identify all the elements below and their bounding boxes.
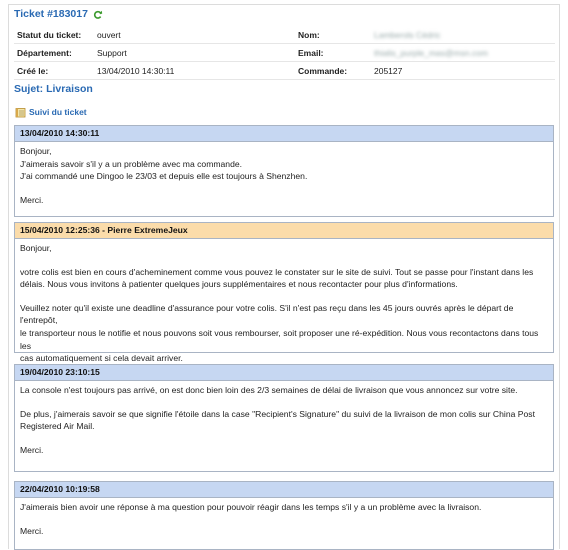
subject-heading: Sujet: Livraison [14,83,93,95]
message-line: votre colis est bien en cours d'acheminement comme vous pouvez le constater sur le site de suivi. Tout se passe pour l'instant dans les [20,266,534,277]
message-line: J'aimerais savoir s'il y a un problème avec ma commande. [20,158,243,169]
message-header: 19/04/2010 23:10:15 [15,365,553,381]
message-body [15,498,553,537]
message-line: cas automatiquement si cela devait arriver. [20,353,183,364]
message-line: le transporteur nous le notifie et nous pouvons soit vous rembourser, soit proposer une ré-expédition. Nous vous recontactons dans tous les [20,327,539,351]
email-value: thialis_purple_mas@msn.com [374,47,488,58]
message-body [15,142,553,206]
cree-value: 13/04/2010 14:30:11 [94,62,295,80]
message-body [15,381,553,456]
status-value: ouvert [94,26,295,44]
message-header: 15/04/2010 12:25:36 - Pierre ExtremeJeux [15,223,553,239]
message-card [14,222,554,364]
message-line: La console n'est toujours pas arrivé, on est donc bien loin des 2/3 semaines de délai de livraison que vous annoncez sur votre site. [20,385,518,395]
cree-label: Créé le: [14,62,94,80]
message-body [15,239,553,365]
message-line: J'aimerais bien avoir une réponse à ma question pour pouvoir réagir dans les temps s'il y a un problème avec la livraison. [20,502,482,512]
email-label: Email: [295,44,371,62]
message-line: Merci. [20,525,44,536]
email-cell [371,44,555,62]
message-header: 22/04/2010 10:19:58 [15,482,553,498]
message-line: Merci. [20,194,44,205]
ticket-title: Ticket #183017 [14,8,88,20]
message-line: De plus, j'aimerais savoir se que signifie l'étoile dans la case "Recipient's Signature" du suivi de la livraison de mon colis sur China Post [20,408,535,419]
message-card [14,481,554,550]
message-line: délais. Nous vous invitons à patienter quelques jours supplémentaires et nous recontacter pour plus d'informations. [20,279,458,290]
message-card [14,125,554,217]
message-line: Bonjour, [20,243,52,253]
nom-cell [371,26,555,44]
message-line: Merci. [20,444,44,455]
ticket-panel [8,4,560,549]
ticket-history-link[interactable] [15,106,87,118]
commande-label: Commande: [295,62,371,80]
info-row [14,26,555,44]
message-header: 13/04/2010 14:30:11 [15,126,553,142]
message-line: J'ai commandé une Dingoo le 23/03 et depuis elle est toujours à Shenzhen. [20,171,308,182]
message-line: Registered Air Mail. [20,421,95,432]
message-card [14,364,554,472]
ticket-info-table [14,26,555,80]
dept-label: Département: [14,44,94,62]
info-row [14,62,555,80]
message-line: Bonjour, [20,146,52,156]
refresh-icon[interactable] [93,10,103,20]
nom-label: Nom: [295,26,371,44]
nom-value: Lamberols Cédric [374,29,441,40]
status-label: Statut du ticket: [14,26,94,44]
notebook-icon [15,107,26,118]
message-line: Veuillez noter qu'il existe une deadline d'assurance pour votre colis. S'il n'est pas reçu dans les 45 jours ouvrés après le départ de l'entrepôt, [20,302,514,326]
dept-value: Support [94,44,295,62]
commande-value: 205127 [371,62,555,80]
ticket-history-label[interactable]: Suivi du ticket [29,107,87,117]
info-row [14,44,555,62]
